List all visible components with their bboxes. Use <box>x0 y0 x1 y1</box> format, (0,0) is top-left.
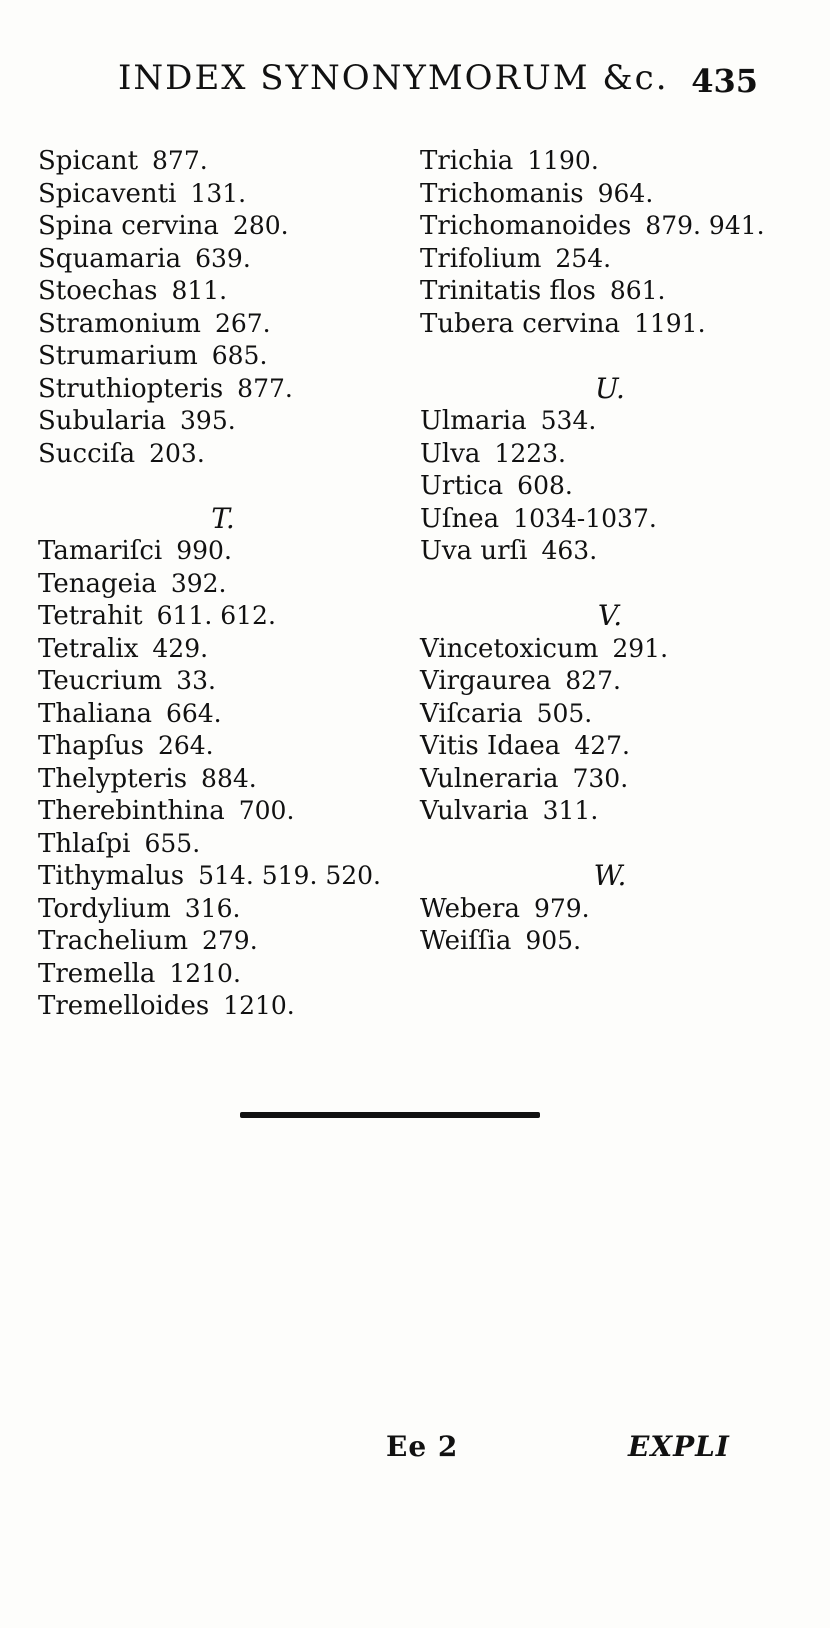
index-page-refs: 505. <box>536 698 593 728</box>
index-page-refs: 877. <box>152 146 208 175</box>
index-page-refs: 279. <box>202 926 258 955</box>
index-term: Succiſa <box>38 438 136 469</box>
index-entry <box>38 860 408 893</box>
index-page-refs: 1210. <box>169 958 241 988</box>
index-page-refs: 1223. <box>494 438 566 468</box>
index-page-refs: 905. <box>525 926 582 955</box>
index-page-refs: 463. <box>541 536 598 565</box>
index-entry <box>420 925 800 958</box>
index-page-refs: 33. <box>176 666 216 695</box>
index-entry <box>38 275 408 308</box>
index-entry <box>420 210 800 243</box>
index-term: Trinitatis flos <box>420 276 596 306</box>
index-term: Trichia <box>420 146 514 176</box>
index-term: Ulmaria <box>420 406 527 436</box>
index-term: Trichomanis <box>420 178 584 209</box>
index-entry <box>38 633 408 666</box>
page-number: 435 <box>691 62 758 100</box>
index-page-refs: 1210. <box>223 991 295 1020</box>
index-column-right <box>420 145 800 958</box>
index-term: Viſcaria <box>420 698 523 729</box>
index-entry <box>38 763 408 796</box>
index-entry <box>38 568 408 601</box>
index-page-refs: 639. <box>195 243 251 273</box>
index-page-refs: 534. <box>540 406 597 435</box>
index-page-refs: 291. <box>612 633 669 663</box>
index-term: Thaliana <box>38 698 152 729</box>
index-page-refs: 395. <box>180 406 236 435</box>
index-entry <box>420 405 800 438</box>
index-entry <box>38 438 408 471</box>
index-term: Uva urſi <box>420 536 528 566</box>
index-page-refs: 280. <box>232 211 289 240</box>
index-entry <box>420 145 800 178</box>
index-entry <box>38 210 408 243</box>
index-term: Virgaurea <box>420 666 552 696</box>
catchword: EXPLI <box>628 1430 730 1463</box>
index-page-refs: 861. <box>609 276 666 305</box>
section-letter: W. <box>593 859 627 892</box>
index-entry <box>420 243 800 276</box>
index-term: Tetralix <box>38 633 139 664</box>
index-entry <box>420 438 800 471</box>
index-entry <box>420 698 800 731</box>
index-page-refs: 514. 519. 520. <box>198 861 381 890</box>
index-term: Ulva <box>420 438 481 469</box>
index-page-refs: 655. <box>144 828 201 858</box>
index-entry <box>38 893 408 926</box>
index-entry <box>420 730 800 763</box>
index-entry <box>420 633 800 666</box>
section-gap <box>420 340 800 373</box>
index-entry <box>420 665 800 698</box>
section-letter: U. <box>595 371 625 405</box>
index-term: Vulvaria <box>420 796 529 826</box>
index-entry <box>420 275 800 308</box>
index-term: Tubera cervina <box>420 308 620 339</box>
index-entry <box>38 990 408 1023</box>
index-term: Teucrium <box>38 666 163 696</box>
index-term: Spicant <box>38 146 139 176</box>
index-entry <box>420 178 800 211</box>
index-entry <box>38 730 408 763</box>
index-page-refs: 964. <box>597 178 654 208</box>
index-entry <box>420 470 800 503</box>
index-term: Squamaria <box>38 243 182 274</box>
index-page-refs: 700. <box>238 796 295 825</box>
index-page-refs: 392. <box>170 568 227 598</box>
index-entry <box>420 503 800 536</box>
index-page-refs: 1034-1037. <box>513 503 657 533</box>
section-gap <box>38 470 408 503</box>
index-entry <box>38 405 408 438</box>
index-entry <box>38 340 408 373</box>
index-entry <box>38 178 408 211</box>
index-entry <box>38 243 408 276</box>
index-page-refs: 427. <box>574 731 630 760</box>
index-entry <box>420 795 800 828</box>
index-page-refs: 877. <box>237 373 293 403</box>
index-page-refs: 730. <box>572 763 629 793</box>
index-term: Thlaſpi <box>38 828 131 859</box>
section-gap <box>420 568 800 601</box>
index-term: Therebinthina <box>38 796 225 826</box>
index-page-refs: 267. <box>214 308 271 338</box>
page-footer <box>0 1430 830 1470</box>
index-page-refs: 203. <box>149 438 205 468</box>
index-term: Stramonium <box>38 308 201 339</box>
index-entry <box>420 308 800 341</box>
index-entry <box>38 145 408 178</box>
index-term: Tordylium <box>38 893 171 924</box>
index-page-refs: 664. <box>165 698 222 728</box>
index-page-refs: 254. <box>555 243 612 273</box>
index-term: Tremella <box>38 958 156 989</box>
signature-mark: Ee 2 <box>386 1430 459 1463</box>
index-term: Tremelloides <box>38 991 210 1021</box>
index-page-refs: 1190. <box>527 146 599 175</box>
index-page-refs: 264. <box>157 731 214 760</box>
index-entry <box>38 795 408 828</box>
index-term: Weiſſia <box>420 926 512 956</box>
index-term: Strumarium <box>38 341 198 371</box>
index-term: Thelypteris <box>38 763 188 794</box>
index-term: Spina cervina <box>38 211 219 241</box>
index-entry <box>38 958 408 991</box>
index-page-refs: 685. <box>211 341 268 370</box>
index-page-refs: 429. <box>152 633 209 663</box>
index-page-refs: 316. <box>184 893 241 923</box>
index-term: Urtica <box>420 471 504 501</box>
index-page-refs: 1191. <box>633 308 706 338</box>
index-term: Vulneraria <box>420 763 559 794</box>
index-term: Spicaventi <box>38 178 177 209</box>
index-entry <box>38 373 408 406</box>
page-header <box>118 58 758 108</box>
index-page-refs: 879. 941. <box>645 211 765 240</box>
index-term: Subularia <box>38 406 167 436</box>
index-term: Vitis Idaea <box>420 731 561 761</box>
end-rule <box>240 1112 540 1118</box>
index-entry <box>38 665 408 698</box>
index-page-refs: 827. <box>565 666 621 695</box>
index-page-refs: 131. <box>190 178 247 208</box>
section-gap <box>420 828 800 861</box>
index-page-refs: 990. <box>176 536 232 565</box>
index-term: Tenageia <box>38 568 157 599</box>
index-term: Stoechas <box>38 276 158 306</box>
index-term: Uſnea <box>420 503 500 534</box>
index-term: Tetrahit <box>38 601 143 631</box>
index-column-left <box>38 145 408 1023</box>
index-term: Webera <box>420 893 520 924</box>
index-entry <box>38 698 408 731</box>
index-term: Tithymalus <box>38 861 185 891</box>
index-entry <box>38 600 408 633</box>
index-entry <box>38 535 408 568</box>
index-page-refs: 311. <box>542 796 599 825</box>
index-entry <box>420 893 800 926</box>
index-page-refs: 611. 612. <box>156 601 276 630</box>
index-page-refs: 608. <box>517 471 573 500</box>
section-letter: T. <box>211 501 235 535</box>
running-title: INDEX SYNONYMORUM &c. <box>118 58 669 98</box>
index-entry <box>38 308 408 341</box>
index-term: Thapſus <box>38 731 144 761</box>
index-term: Tamariſci <box>38 536 163 566</box>
index-page-refs: 884. <box>201 763 257 793</box>
index-entry <box>38 925 408 958</box>
index-term: Trachelium <box>38 926 188 956</box>
index-term: Vincetoxicum <box>420 633 599 664</box>
index-page-refs: 811. <box>171 276 228 305</box>
index-entry <box>38 828 408 861</box>
index-entry <box>420 535 800 568</box>
index-term: Struthiopteris <box>38 373 224 404</box>
index-term: Trichomanoides <box>420 211 632 241</box>
index-entry <box>420 763 800 796</box>
section-letter: V. <box>597 599 623 632</box>
index-term: Trifolium <box>420 243 542 274</box>
index-page-refs: 979. <box>533 893 590 923</box>
